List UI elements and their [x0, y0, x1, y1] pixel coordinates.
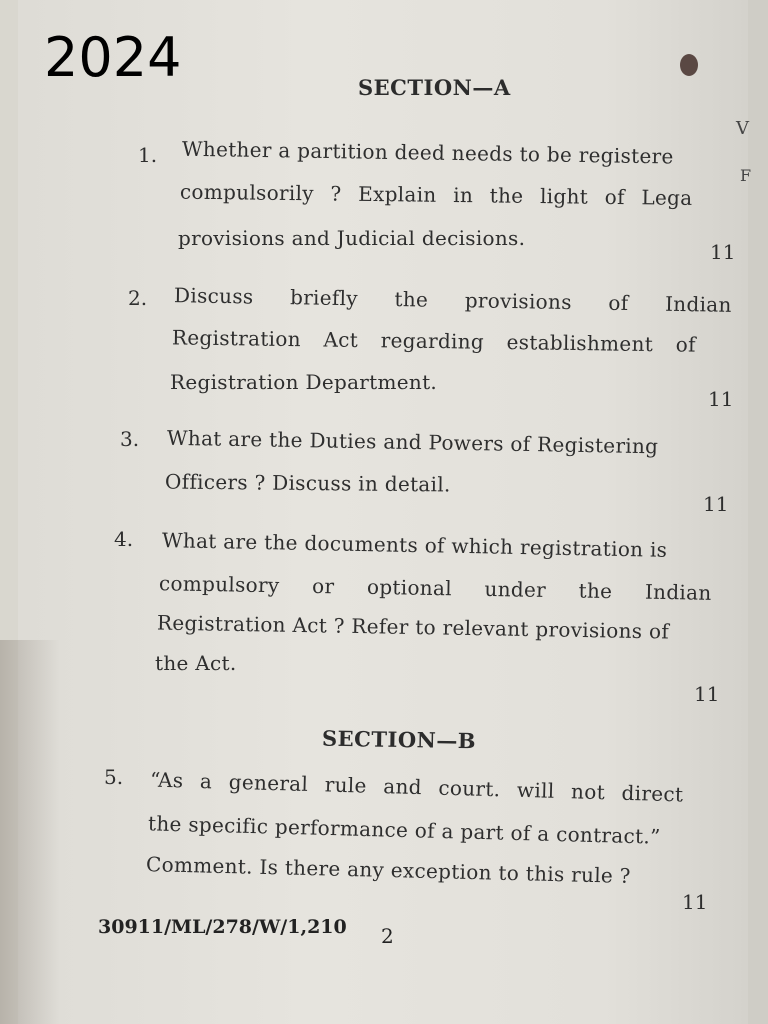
page-shadow	[0, 640, 60, 1024]
question-4-line-1: What are the documents of which registration is	[161, 528, 668, 562]
question-1-text-1: Whether a partition deed needs to be registere	[181, 136, 674, 169]
question-4-line-4: the Act.	[155, 651, 237, 675]
page-number: 2	[381, 924, 394, 948]
question-5-line-1: “As a general rule and court. will not direct	[149, 767, 684, 807]
question-4-line-2: compulsory or optional under the Indian	[158, 571, 712, 605]
question-3-line-2: Officers ? Discuss in detail.	[164, 469, 451, 497]
edge-letter-f: F	[740, 166, 752, 185]
edge-letter-v: V	[736, 118, 749, 139]
punch-hole	[680, 54, 698, 76]
question-2-line-2: Registration Act regarding establishment of	[171, 325, 696, 357]
question-4-line-3: Registration Act ? Refer to relevant provisions of	[156, 610, 670, 644]
question-4-number: 4.	[114, 527, 134, 551]
question-2-line-3: Registration Department.	[170, 370, 438, 394]
year-label: 2024	[44, 26, 182, 89]
question-1-marks: 11	[710, 240, 736, 264]
section-b-title: SECTION—B	[321, 725, 477, 754]
question-2-number: 2.	[128, 286, 148, 310]
next-page-edge	[748, 0, 768, 1024]
section-a-title: SECTION—A	[358, 75, 511, 100]
question-5-marks: 11	[682, 890, 708, 914]
question-2-marks: 11	[708, 387, 734, 411]
question-4-marks: 11	[694, 682, 720, 706]
question-1-line-3: provisions and Judicial decisions.	[178, 226, 526, 250]
question-3-line-1: What are the Duties and Powers of Registering	[166, 425, 659, 459]
question-1-line-2: compulsorily ? Explain in the light of Lega	[179, 179, 693, 210]
question-2-line-1: Discuss briefly the provisions of Indian	[173, 283, 732, 317]
question-5-line-3: Comment. Is there any exception to this rule ?	[145, 852, 632, 888]
question-3-marks: 11	[703, 492, 729, 516]
question-5-line-2: the specific performance of a part of a contract.”	[147, 811, 661, 849]
question-1-number: 1.	[138, 143, 158, 167]
question-3-number: 3.	[120, 427, 140, 451]
question-5-number: 5.	[104, 765, 124, 789]
paper-code: 30911/ML/278/W/1,210	[98, 916, 347, 938]
